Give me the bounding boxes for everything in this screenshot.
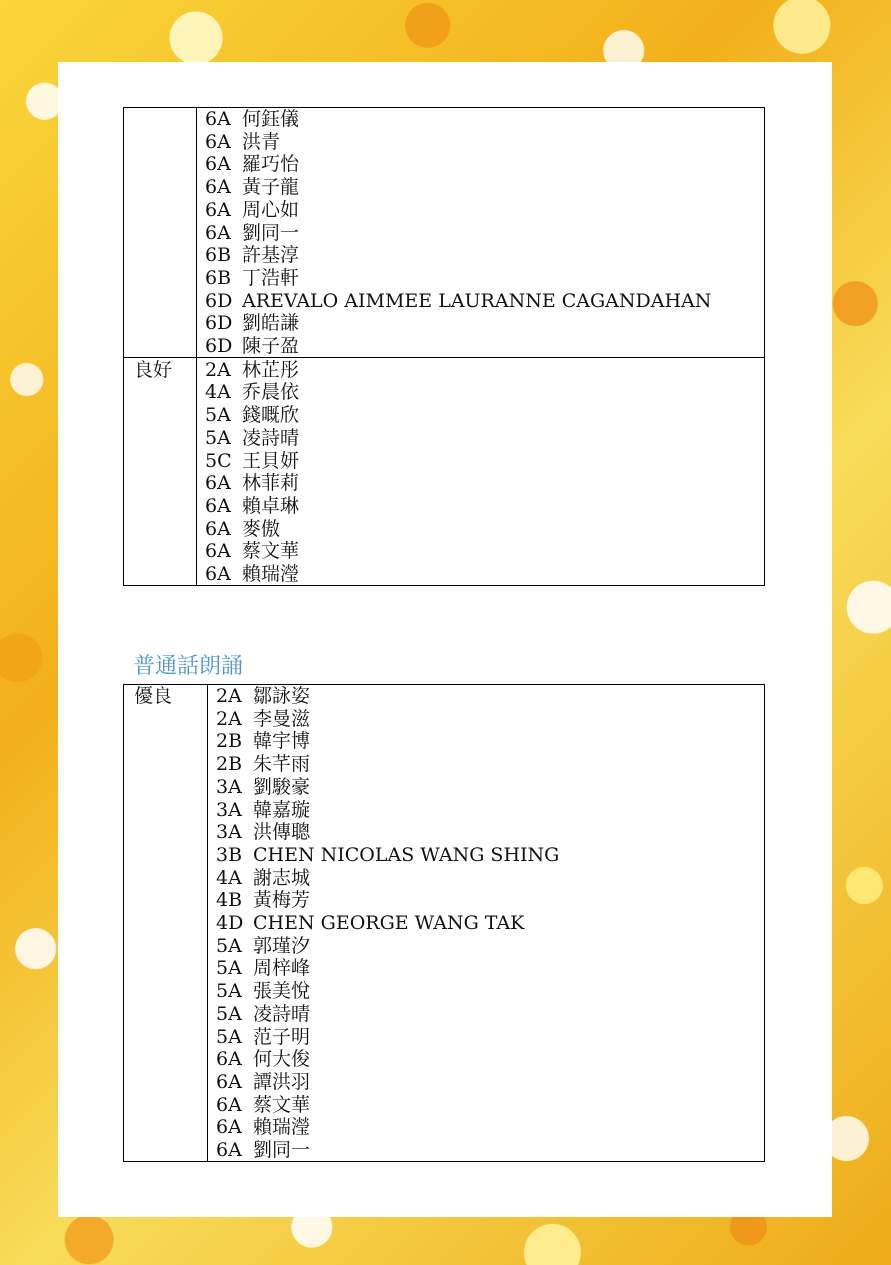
student-name: 韓嘉璇: [253, 798, 311, 821]
student-row: [216, 1094, 559, 1117]
class-code: 6B: [205, 244, 232, 267]
student-row: [216, 867, 559, 890]
student-row: [205, 563, 711, 586]
student-row: [205, 153, 711, 176]
student-row: [216, 685, 559, 708]
student-name: 劉皓謙: [242, 312, 300, 335]
student-name: 朱芊雨: [253, 753, 311, 776]
student-row: [205, 108, 711, 131]
student-row: [205, 540, 711, 563]
class-code: 6A: [216, 1093, 242, 1116]
student-name: 丁浩軒: [242, 266, 300, 289]
student-row: [205, 222, 711, 245]
student-row: [205, 404, 711, 427]
student-name: 洪青: [242, 130, 281, 153]
student-name: 王貝妍: [242, 449, 300, 472]
class-code: 3A: [216, 798, 242, 821]
class-code: 6A: [216, 1048, 242, 1071]
class-code: 5A: [216, 957, 242, 980]
student-row: [216, 821, 559, 844]
student-row: [216, 730, 559, 753]
class-code: 5A: [216, 1025, 242, 1048]
student-name: 范子明: [253, 1025, 311, 1048]
student-row: [205, 131, 711, 154]
class-code: 6A: [216, 1070, 242, 1093]
student-column: [197, 108, 711, 585]
student-name: 林芷彤: [242, 358, 300, 381]
class-code: 6A: [205, 472, 231, 495]
class-code: 2A: [205, 358, 231, 381]
student-row: [216, 957, 559, 980]
student-row: [205, 359, 711, 382]
student-name: 許基淳: [242, 244, 300, 267]
class-code: 5A: [216, 934, 242, 957]
class-code: 4A: [216, 866, 242, 889]
student-row: [205, 495, 711, 518]
class-code: 3B: [216, 843, 243, 866]
class-code: 6A: [205, 540, 231, 563]
class-code: 3A: [216, 775, 242, 798]
student-name: 何鈺儀: [242, 108, 300, 130]
student-row: [205, 381, 711, 404]
class-code: 5C: [205, 449, 232, 472]
student-name: AREVALO AIMMEE LAURANNE CAGANDAHAN: [242, 289, 712, 312]
class-code: 2A: [216, 707, 242, 730]
results-table-continued: [123, 107, 765, 586]
student-name: 劉同一: [253, 1139, 311, 1162]
student-name: 周心如: [242, 198, 300, 221]
class-code: 6D: [205, 312, 233, 335]
student-name: 賴瑞瀅: [253, 1116, 311, 1139]
student-name: 洪傳聰: [253, 821, 311, 844]
student-row: [205, 518, 711, 541]
student-row: [216, 753, 559, 776]
class-code: 4D: [216, 912, 244, 935]
class-code: 5A: [205, 404, 231, 427]
class-code: 6A: [205, 563, 231, 586]
class-code: 4A: [205, 381, 231, 404]
student-row: [216, 935, 559, 958]
class-code: 6A: [216, 1116, 242, 1139]
student-row: [216, 1003, 559, 1026]
student-name: 鄒詠姿: [253, 685, 311, 707]
student-row: [205, 427, 711, 450]
student-name: 謝志城: [253, 866, 311, 889]
class-code: 6A: [205, 221, 231, 244]
student-name: 林菲莉: [242, 472, 300, 495]
student-row: [216, 889, 559, 912]
student-name: 麥傲: [242, 517, 281, 540]
student-name: 韓宇博: [253, 730, 311, 753]
student-row: [216, 1026, 559, 1049]
student-row: [205, 312, 711, 335]
class-code: 5A: [216, 980, 242, 1003]
student-name: 劉同一: [242, 221, 300, 244]
grade-label-excellent: 優良: [134, 685, 173, 707]
class-code: 6A: [205, 198, 231, 221]
student-name: 羅巧怡: [242, 153, 300, 176]
student-name: 凌詩晴: [242, 426, 300, 449]
class-code: 2B: [216, 730, 243, 753]
class-code: 6B: [205, 266, 232, 289]
student-name: 張美悅: [253, 980, 311, 1003]
student-row: [205, 450, 711, 473]
grade-column: [124, 108, 197, 585]
student-name: 何大俊: [253, 1048, 311, 1071]
student-row: [205, 335, 711, 358]
student-name: 蔡文華: [253, 1093, 311, 1116]
student-row: [216, 912, 559, 935]
student-row: [205, 176, 711, 199]
class-code: 6A: [205, 108, 231, 130]
student-row: [205, 267, 711, 290]
class-code: 6A: [205, 517, 231, 540]
grade-label-good: 良好: [134, 359, 173, 381]
class-code: 6A: [216, 1139, 242, 1162]
row-divider: [123, 357, 764, 358]
student-name: 周梓峰: [253, 957, 311, 980]
class-code: 2B: [216, 753, 243, 776]
results-table-putonghua: [123, 684, 765, 1162]
class-code: 6A: [205, 494, 231, 517]
class-code: 6D: [205, 289, 233, 312]
class-code: 3A: [216, 821, 242, 844]
student-name: 郭瑾汐: [253, 934, 311, 957]
class-code: 6A: [205, 176, 231, 199]
class-code: 4B: [216, 889, 243, 912]
student-name: 凌詩晴: [253, 1002, 311, 1025]
class-code: 5A: [216, 1002, 242, 1025]
class-code: 6A: [205, 153, 231, 176]
student-name: 譚洪羽: [253, 1070, 311, 1093]
student-name: 乔晨依: [242, 381, 300, 404]
student-row: [216, 1116, 559, 1139]
student-name: 陳子盈: [242, 335, 300, 358]
student-row: [216, 1139, 559, 1162]
student-name: 蔡文華: [242, 540, 300, 563]
student-name: 黃梅芳: [253, 889, 311, 912]
student-name: 賴瑞瀅: [242, 563, 300, 586]
student-row: [216, 799, 559, 822]
student-row: [216, 980, 559, 1003]
grade-column: [124, 685, 208, 1161]
student-row: [205, 472, 711, 495]
student-column: [208, 685, 559, 1161]
section-title-putonghua-recitation: 普通話朗誦: [133, 654, 244, 679]
student-row: [216, 1048, 559, 1071]
student-row: [205, 290, 711, 313]
student-row: [216, 1071, 559, 1094]
class-code: 6D: [205, 335, 233, 358]
student-name: 賴卓琳: [242, 494, 300, 517]
student-row: [216, 776, 559, 799]
class-code: 5A: [205, 426, 231, 449]
student-name: CHEN NICOLAS WANG SHING: [253, 843, 560, 866]
student-name: 劉駿豪: [253, 775, 311, 798]
class-code: 6A: [205, 130, 231, 153]
student-row: [205, 199, 711, 222]
student-row: [216, 844, 559, 867]
student-row: [205, 244, 711, 267]
student-name: CHEN GEORGE WANG TAK: [253, 912, 525, 935]
class-code: 2A: [216, 685, 242, 707]
student-name: 黃子龍: [242, 176, 300, 199]
student-name: 錢嘅欣: [242, 404, 300, 427]
student-row: [216, 708, 559, 731]
student-name: 李曼滋: [253, 707, 311, 730]
